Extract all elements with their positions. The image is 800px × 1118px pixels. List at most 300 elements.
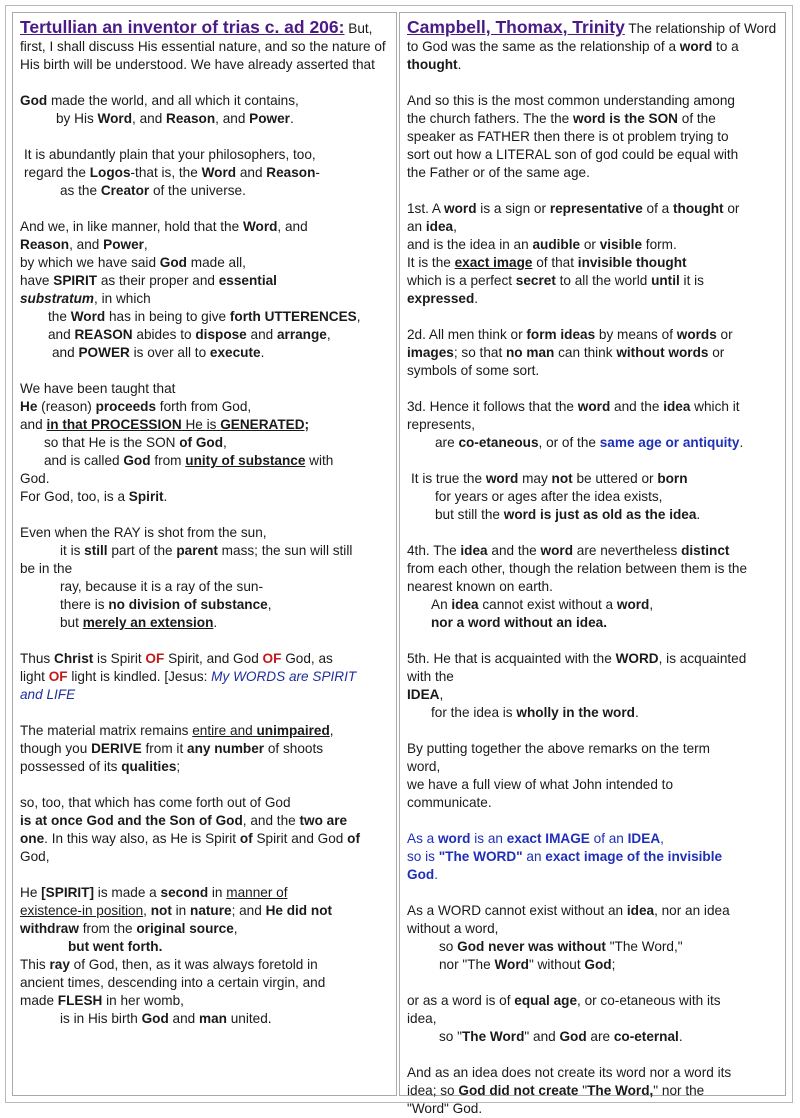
text-line <box>407 866 778 884</box>
text-run: and the <box>610 399 664 414</box>
text-line <box>407 902 778 920</box>
text-run: God never was without <box>457 939 606 954</box>
text-line <box>20 1010 389 1028</box>
text-run: As a WORD cannot exist without an <box>407 903 627 918</box>
text-run: word <box>540 543 574 558</box>
text-run: Spirit <box>128 489 164 504</box>
text-run: invisible thought <box>577 255 687 270</box>
text-line <box>407 236 778 254</box>
paragraph <box>407 326 778 380</box>
text-run: which is a perfect <box>407 273 516 288</box>
text-line <box>407 398 778 416</box>
text-run: and is called <box>44 453 124 468</box>
text-run: , <box>660 831 664 846</box>
text-run: thought <box>407 57 458 72</box>
text-line <box>407 164 778 182</box>
text-run: cannot exist without a <box>478 597 617 612</box>
text-run: can think <box>554 345 617 360</box>
text-line <box>20 938 389 956</box>
text-line <box>407 1100 778 1118</box>
text-run: original source <box>136 921 234 936</box>
text-line <box>407 488 778 506</box>
text-run: Reason <box>266 165 316 180</box>
text-run: , <box>143 237 148 252</box>
text-run: The Word <box>461 1029 525 1044</box>
text-run: God <box>559 1029 587 1044</box>
text-line <box>20 182 389 200</box>
text-run: By putting together the above remarks on the term <box>407 741 711 756</box>
text-line <box>20 974 389 992</box>
text-run: , <box>649 597 654 612</box>
text-run: arrange <box>276 327 327 342</box>
text-run: man <box>199 1011 227 1026</box>
text-run: is made a <box>94 885 161 900</box>
text-run: OF <box>262 651 282 666</box>
text-run: not <box>150 903 172 918</box>
text-run: made <box>20 993 58 1008</box>
text-run: and LIFE <box>20 687 76 702</box>
text-line <box>20 614 389 632</box>
text-run: The material matrix remains <box>20 723 193 738</box>
text-line <box>407 542 778 560</box>
text-run: visible <box>599 237 643 252</box>
text-run: [SPIRIT] <box>41 885 95 900</box>
text-run: co-eternal <box>613 1029 679 1044</box>
text-run: word <box>437 831 471 846</box>
text-run: in that PROCESSION <box>46 417 182 432</box>
text-run: and <box>168 1011 200 1026</box>
text-run: , <box>356 309 361 324</box>
paragraph <box>407 1064 778 1118</box>
text-run: words <box>676 327 717 342</box>
text-run: Reason <box>166 111 216 126</box>
text-run: of the <box>678 111 716 126</box>
text-run: 4th. The <box>407 543 461 558</box>
text-run: forth UTTERENCES <box>229 309 357 324</box>
text-run: to a <box>712 39 739 54</box>
text-run: by means of <box>595 327 677 342</box>
text-line <box>20 110 389 128</box>
text-run: We have been taught that <box>20 381 176 396</box>
text-run: SPIRIT <box>53 273 98 288</box>
text-run: of the universe. <box>149 183 246 198</box>
text-run: And we, in like manner, hold that the <box>20 219 243 234</box>
text-run: communicate. <box>407 795 492 810</box>
text-run: of a <box>642 201 673 216</box>
text-run: exact image <box>454 255 533 270</box>
text-run: word is the SON <box>573 111 678 126</box>
paragraph <box>20 884 389 1028</box>
text-line <box>20 434 389 452</box>
text-line <box>20 956 389 974</box>
text-line <box>407 938 778 956</box>
text-run: God <box>20 93 48 108</box>
paragraph <box>20 92 389 128</box>
text-run: nor "The <box>439 957 495 972</box>
text-run: ancient times, descending into a certain virgin, and <box>20 975 326 990</box>
text-run: " nor the <box>653 1083 705 1098</box>
text-run: Spirit, and God <box>164 651 263 666</box>
section-title: Campbell, Thomax, Trinity <box>407 17 625 37</box>
text-run: to all the world <box>555 273 652 288</box>
text-run: exact image of the invisible <box>545 849 723 864</box>
text-run: nearest known on earth. <box>407 579 553 594</box>
text-run: form. <box>642 237 677 252</box>
text-run: and is the idea in an <box>407 237 533 252</box>
text-run: The relationship of Word to God was the same as the relationship of a <box>407 21 777 54</box>
text-run: , and <box>132 111 167 126</box>
text-line <box>407 1010 778 1028</box>
text-run: it is <box>679 273 704 288</box>
text-run: and <box>52 345 79 360</box>
text-run: and <box>246 327 277 342</box>
text-run: "The WORD" <box>438 849 523 864</box>
text-run: He <box>20 885 42 900</box>
text-run: As a <box>407 831 438 846</box>
text-run: ray, because it is a ray of the sun- <box>60 579 263 594</box>
text-run: . <box>634 705 639 720</box>
text-line <box>20 578 389 596</box>
paragraph <box>20 218 389 362</box>
text-line <box>407 218 778 236</box>
text-run: has in being to give <box>105 309 230 324</box>
text-run: for the idea is <box>431 705 517 720</box>
text-run: is at once God and the Son of God <box>20 813 243 828</box>
text-run: , <box>453 219 457 234</box>
text-run: in her womb, <box>102 993 184 1008</box>
text-line <box>407 110 778 128</box>
text-run: not <box>551 471 573 486</box>
text-run: without a word, <box>407 921 499 936</box>
text-run: the <box>48 309 71 324</box>
text-run: And as an idea does not create its word nor a word its <box>407 1065 732 1080</box>
text-run: ; <box>611 957 616 972</box>
text-run: so " <box>439 1029 462 1044</box>
text-line <box>20 164 389 182</box>
text-run: are nevertheless <box>573 543 682 558</box>
text-run: word <box>577 399 611 414</box>
text-run: idea <box>460 543 488 558</box>
text-line <box>20 830 389 848</box>
text-run: " without <box>528 957 585 972</box>
text-run: an <box>522 849 546 864</box>
text-line <box>20 308 389 326</box>
text-run: He <box>20 399 38 414</box>
text-run: "The Word," <box>605 939 683 954</box>
text-run: POWER <box>78 345 130 360</box>
text-run: IDEA <box>627 831 661 846</box>
text-run: but went forth. <box>68 939 163 954</box>
paragraph <box>20 146 389 200</box>
text-line <box>407 290 778 308</box>
text-run: is an <box>470 831 507 846</box>
text-run: . <box>739 435 744 450</box>
text-line <box>407 704 778 722</box>
text-run: God <box>159 255 187 270</box>
text-run: Christ <box>54 651 94 666</box>
text-run: . In this way also, as He is Spirit <box>44 831 240 846</box>
paragraph <box>20 18 389 74</box>
text-run: ; <box>176 759 181 774</box>
text-run: is Spirit <box>93 651 146 666</box>
text-run: . <box>434 867 438 882</box>
text-run: of an <box>589 831 628 846</box>
paragraph <box>20 650 389 704</box>
text-run: word <box>485 471 519 486</box>
text-run: . <box>696 507 701 522</box>
text-run: expressed <box>407 291 475 306</box>
text-line <box>20 254 389 272</box>
text-run: dispose <box>195 327 247 342</box>
text-run: God <box>407 867 435 882</box>
text-line <box>20 524 389 542</box>
text-line <box>407 1064 778 1082</box>
text-run: Power <box>249 111 290 126</box>
text-line <box>407 200 778 218</box>
text-run: , <box>223 435 227 450</box>
text-run: , and the <box>242 813 300 828</box>
text-run: Word <box>201 165 237 180</box>
paragraph <box>20 380 389 506</box>
text-run: so is <box>407 849 439 864</box>
text-run: ray <box>49 957 70 972</box>
text-run: mass; the sun will still <box>217 543 353 558</box>
text-run: For God, too, is a <box>20 489 129 504</box>
text-line <box>20 290 389 308</box>
text-run: Power <box>103 237 144 252</box>
text-line <box>20 452 389 470</box>
paragraph <box>407 200 778 308</box>
text-run: word, <box>407 759 441 774</box>
text-run: God <box>584 957 612 972</box>
text-run: of God, then, as it was always foretold in <box>69 957 318 972</box>
text-run: , nor an idea <box>654 903 730 918</box>
text-run: . <box>260 345 265 360</box>
paragraph <box>407 398 778 452</box>
text-run: idea, <box>407 1011 437 1026</box>
right-column <box>399 12 786 1116</box>
right-column-body <box>407 18 778 1118</box>
text-run: idea <box>663 399 691 414</box>
text-run: ; so that <box>453 345 506 360</box>
text-run: equal age <box>514 993 578 1008</box>
text-run: IDEA <box>407 687 440 702</box>
text-run: images <box>407 345 454 360</box>
text-run: in <box>171 903 191 918</box>
text-line <box>20 920 389 938</box>
text-run: forth from God, <box>156 399 252 414</box>
text-run: or <box>716 327 733 342</box>
text-line <box>20 884 389 902</box>
text-run: sort out how a LITERAL son of god could be equal with <box>407 147 739 162</box>
text-line <box>20 470 389 488</box>
text-run: But, first, I shall discuss His essential nature, and so the nature of His birth will be understood. We have already asserted that <box>20 21 386 72</box>
text-line <box>407 848 778 866</box>
text-line <box>407 416 778 434</box>
text-run: Even when the RAY is shot from the sun, <box>20 525 267 540</box>
text-run: It is abundantly plain that your philosophers, too, <box>24 147 316 162</box>
text-run: light <box>20 669 49 684</box>
text-run: , <box>326 327 331 342</box>
text-run: word <box>679 39 713 54</box>
text-run: from each other, though the relation between them is the <box>407 561 748 576</box>
text-run: and <box>236 165 267 180</box>
text-line <box>407 668 778 686</box>
text-run: but <box>60 615 83 630</box>
text-run: , <box>143 903 151 918</box>
text-run: represents, <box>407 417 476 432</box>
text-run: REASON <box>74 327 133 342</box>
text-run: and <box>20 417 47 432</box>
text-line <box>20 236 389 254</box>
text-line <box>20 992 389 1010</box>
text-run: one <box>20 831 45 846</box>
text-run: from the <box>78 921 137 936</box>
text-run: of God <box>179 435 224 450</box>
text-run: an <box>407 219 426 234</box>
text-run: entire and <box>192 723 257 738</box>
text-run: It is the <box>407 255 455 270</box>
text-run: " <box>578 1083 588 1098</box>
text-run: be uttered or <box>572 471 658 486</box>
text-run: of <box>347 831 360 846</box>
text-run: no man <box>506 345 555 360</box>
text-run: is over all to <box>129 345 210 360</box>
text-run: light is kindled. [Jesus: <box>67 669 212 684</box>
text-line <box>20 596 389 614</box>
text-run: in <box>208 885 227 900</box>
text-run: 1st. A <box>407 201 445 216</box>
paragraph <box>407 470 778 524</box>
text-run: speaker as FATHER then there is ot problem trying to <box>407 129 729 144</box>
text-run: regard the <box>24 165 90 180</box>
paragraph <box>407 902 778 974</box>
text-run: He is <box>181 417 221 432</box>
text-run: execute <box>209 345 261 360</box>
text-run: word <box>616 597 650 612</box>
text-run: This <box>20 957 50 972</box>
text-line <box>20 344 389 362</box>
text-line <box>20 92 389 110</box>
text-line <box>20 542 389 560</box>
text-run: , <box>329 723 334 738</box>
text-line <box>20 722 389 740</box>
text-line <box>20 668 389 686</box>
text-run: , <box>233 921 238 936</box>
text-run: GENERATED; <box>220 417 310 432</box>
text-run: word <box>444 201 477 216</box>
text-run: qualities <box>121 759 177 774</box>
text-run: God <box>141 1011 169 1026</box>
text-line <box>20 848 389 866</box>
text-run: is in His birth <box>60 1011 142 1026</box>
text-run: 3d. Hence it follows that the <box>407 399 578 414</box>
text-run: by which we have said <box>20 255 160 270</box>
text-run: so <box>439 939 458 954</box>
text-run: . <box>289 111 294 126</box>
text-run: parent <box>176 543 218 558</box>
text-run: ; and <box>231 903 266 918</box>
paragraph <box>407 542 778 632</box>
text-run: which it <box>690 399 740 414</box>
text-run: made all, <box>186 255 246 270</box>
text-run: . <box>678 1029 683 1044</box>
text-line <box>20 560 389 578</box>
text-run: exact IMAGE <box>506 831 590 846</box>
text-run: until <box>651 273 680 288</box>
text-run: abides to <box>132 327 196 342</box>
paragraph <box>407 92 778 182</box>
text-run: possessed of its <box>20 759 122 774</box>
text-run: and the <box>487 543 541 558</box>
text-run: made the world, and all which it contains, <box>47 93 299 108</box>
text-run: It is true the <box>411 471 486 486</box>
text-run: idea <box>425 219 454 234</box>
text-line <box>407 254 778 272</box>
section-title: Tertullian an inventor of trias c. ad 206: <box>20 17 345 37</box>
text-run: , <box>439 687 444 702</box>
text-run: , and <box>69 237 104 252</box>
text-line <box>407 794 778 812</box>
paragraph <box>407 18 778 74</box>
text-run: it is <box>60 543 85 558</box>
text-run: from <box>150 453 186 468</box>
text-line <box>407 830 778 848</box>
text-line <box>20 794 389 812</box>
text-run: the Father or of the same age. <box>407 165 590 180</box>
text-line <box>407 434 778 452</box>
text-run: Logos <box>89 165 131 180</box>
text-run: for years or ages after the idea exists, <box>435 489 663 504</box>
text-run: there is <box>60 597 109 612</box>
text-run: representative <box>549 201 643 216</box>
text-run: we have a full view of what John intended to <box>407 777 674 792</box>
text-line <box>407 740 778 758</box>
text-run: by His <box>56 111 98 126</box>
text-run: with <box>305 453 334 468</box>
text-run: audible <box>532 237 581 252</box>
text-line <box>407 92 778 110</box>
text-line <box>407 1082 778 1100</box>
text-run: with the <box>407 669 454 684</box>
text-run: An <box>431 597 452 612</box>
text-run: or <box>580 237 600 252</box>
text-run: still <box>84 543 108 558</box>
text-run: idea; so <box>407 1083 459 1098</box>
text-run: Creator <box>100 183 150 198</box>
text-run: from it <box>141 741 188 756</box>
text-run: of shoots <box>264 741 324 756</box>
text-run: idea <box>451 597 479 612</box>
text-line <box>20 218 389 236</box>
text-run: nature <box>190 903 232 918</box>
text-line <box>407 614 778 632</box>
text-run: 5th. He that is acquainted with the <box>407 651 616 666</box>
text-run: , or of the <box>538 435 600 450</box>
text-line <box>20 272 389 290</box>
text-run: two are <box>299 813 348 828</box>
text-run: Word <box>70 309 106 324</box>
text-line <box>407 596 778 614</box>
text-run: "Word" God. <box>407 1101 483 1116</box>
text-line <box>20 146 389 164</box>
text-line <box>407 1028 778 1046</box>
text-run: united. <box>226 1011 272 1026</box>
text-run: secret <box>515 273 556 288</box>
text-run: God. <box>20 471 50 486</box>
text-line <box>20 380 389 398</box>
text-run: withdraw <box>20 921 79 936</box>
